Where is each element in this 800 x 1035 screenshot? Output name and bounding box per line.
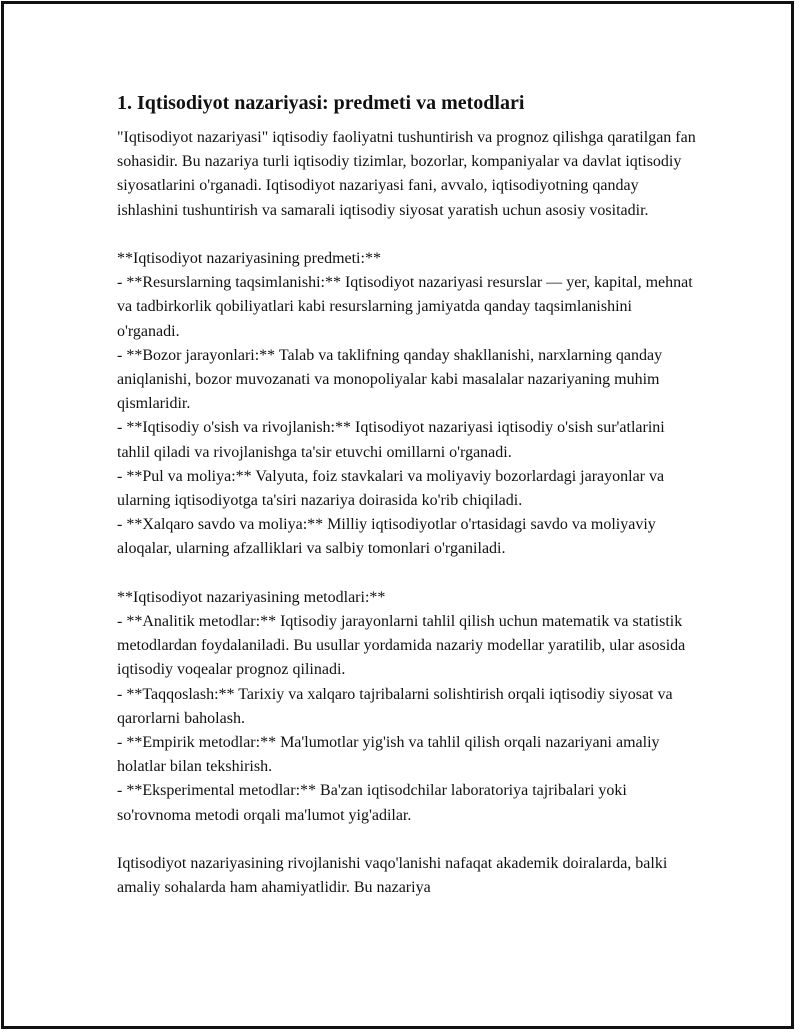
methods-item: - **Empirik metodlar:** Ma'lumotlar yig'ish va tahlil qilish orqali nazariyani amaliy holatlar bilan tekshirish. (117, 734, 660, 776)
subject-item: - **Resurslarning taqsimlanishi:** Iqtisodiyot nazariyasi resurslar — yer, kapital, mehnat va tadbirkorlik qobiliyatlari kabi resurslarning jamiyatda qanday taqsimlanishini o'rganadi. (117, 274, 693, 340)
subject-item: - **Iqtisodiy o'sish va rivojlanish:** Iqtisodiyot nazariyasi iqtisodiy o'sish sur'atlarini tahlil qiladi va rivojlanishga ta'sir etuvchi omillarni o'rganadi. (117, 419, 665, 461)
methods-item: - **Analitik metodlar:** Iqtisodiy jarayonlarni tahlil qilish uchun matematik va statistik metodlardan foydalaniladi. Bu usullar yordamida nazariy modellar yaratilib, ular asosida iqtisodiy voqealar prognoz qilinadi. (117, 613, 686, 679)
intro-paragraph: "Iqtisodiyot nazariyasi" iqtisodiy faoliyatni tushuntirish va prognoz qilishga qaratilgan fan sohasidir. Bu nazariya turli iqtisodiy tizimlar, bozorlar, kompaniyalar va davlat iqtisodiy siyosatlarini o'rganadi. Iqtisodiyot nazariyasi fani, avvalo, iqtisodiyotning qanday ishlashini tushuntirish va samarali iqtisodiy siyosat yaratish uchun asosiy vositadir. (117, 129, 696, 219)
subject-item: - **Xalqaro savdo va moliya:** Milliy iqtisodiyotlar o'rtasidagi savdo va moliyaviy aloqalar, ularning afzalliklari va salbiy tomonlari o'rganiladi. (117, 516, 656, 558)
subject-item: - **Pul va moliya:** Valyuta, foiz stavkalari va moliyaviy bozorlardagi jarayonlar va ularning iqtisodiyotga ta'siri nazariya doirasida ko'rib chiqiladi. (117, 467, 665, 510)
document-heading: 1. Iqtisodiyot nazariyasi: predmeti va metodlari (117, 92, 525, 114)
methods-item: - **Taqqoslash:** Tarixiy va xalqaro tajribalarni solishtirish orqali iqtisodiy siyosat va qarorlarni baholash. (117, 685, 673, 727)
subject-item: - **Bozor jarayonlari:** Talab va taklifning qanday shakllanishi, narxlarning qanday aniqlanishi, bozor muvozanati va monopoliyalar kabi masalalar nazariyaning muhim qismlaridir. (117, 346, 663, 413)
paragraph-gap (117, 828, 697, 852)
methods-section-title: **Iqtisodiyot nazariyasining metodlari:** (117, 588, 386, 606)
subject-section-title: **Iqtisodiyot nazariyasining predmeti:** (117, 250, 381, 267)
methods-item: - **Eksperimental metodlar:** Ba'zan iqtisodchilar laboratoriya tajribalari yoki so'rovnoma metodi orqali ma'lumot yig'adilar. (117, 782, 627, 824)
document-body (117, 90, 697, 900)
closing-paragraph: Iqtisodiyot nazariyasining rivojlanishi vaqo'lanishi nafaqat akademik doiralarda, balki amaliy sohalarda ham ahamiyatlidir. Bu nazariya (117, 855, 668, 897)
